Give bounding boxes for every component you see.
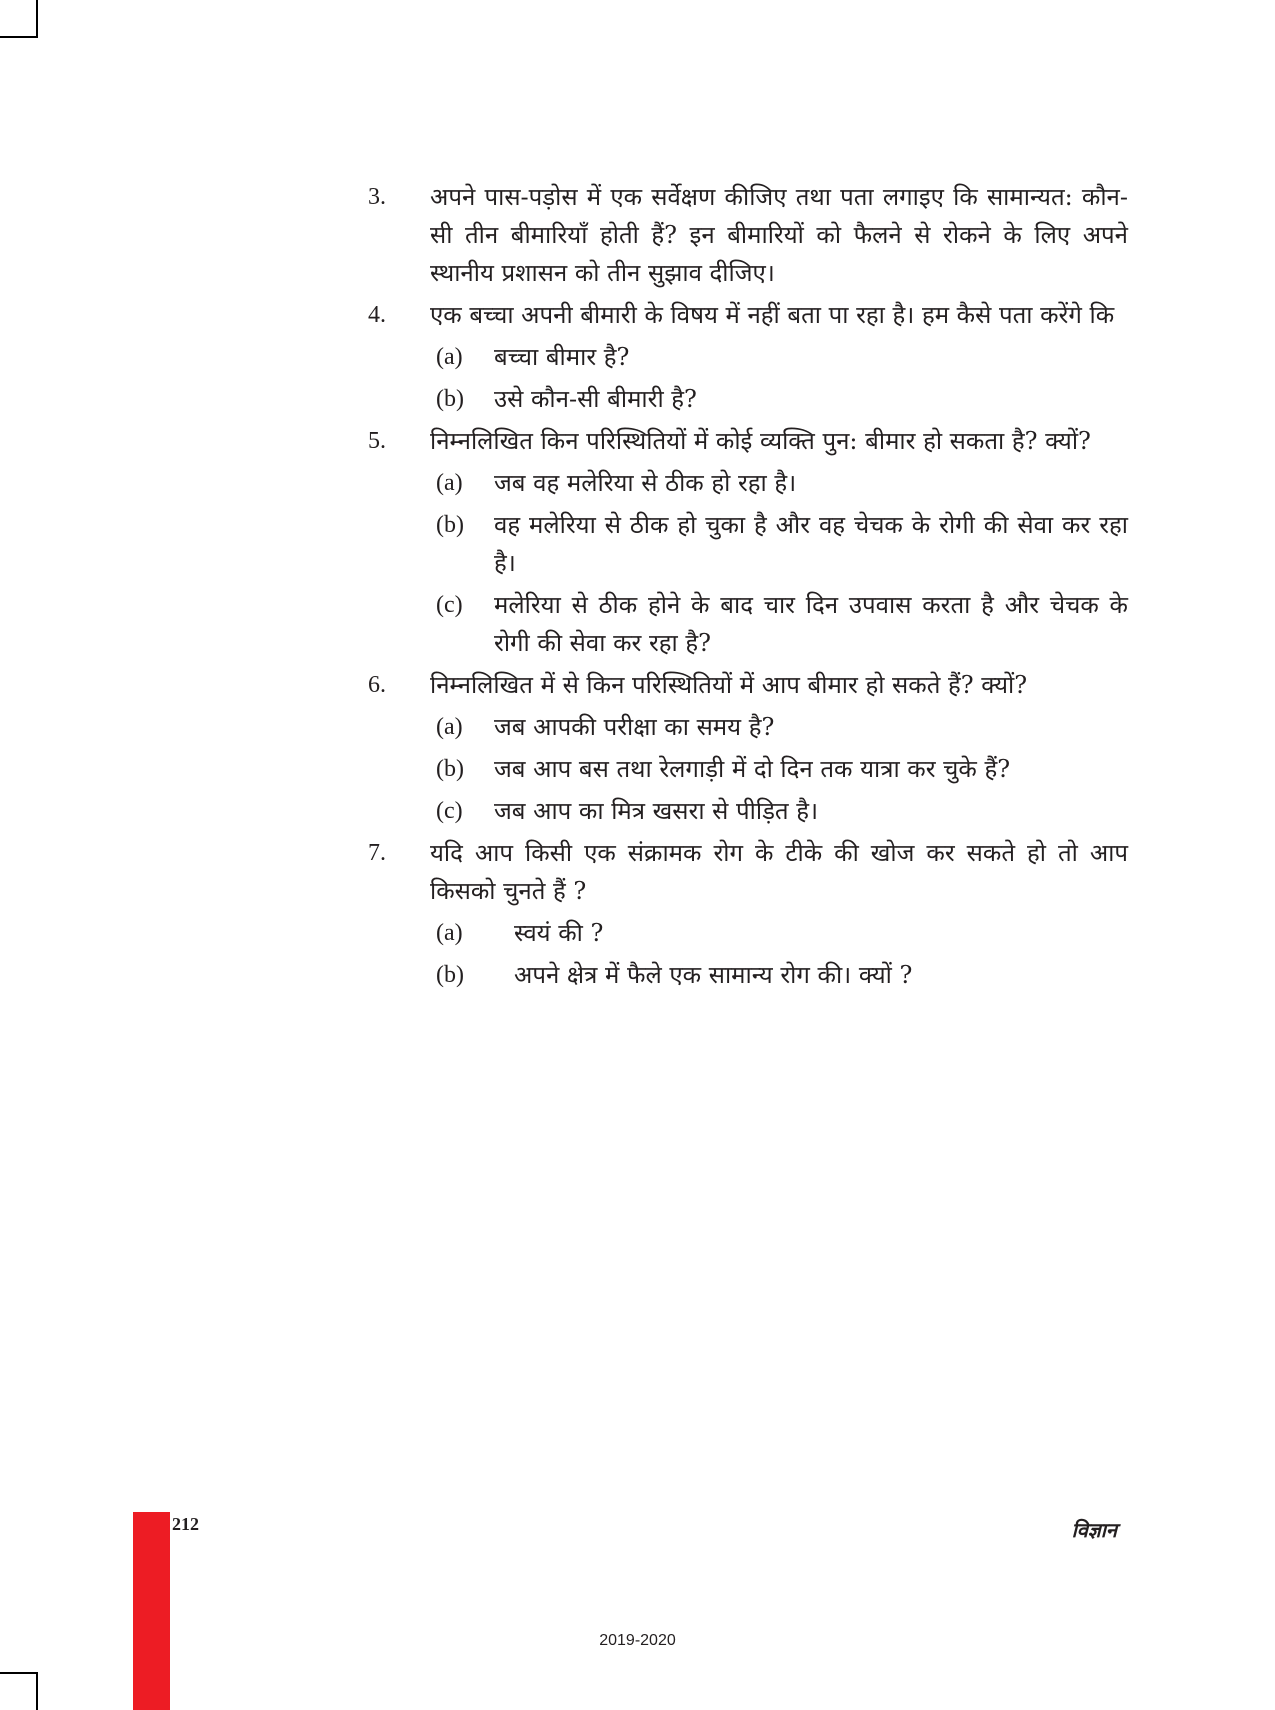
option-text: बच्चा बीमार है? (494, 343, 630, 371)
option-label: (a) (436, 920, 463, 946)
option-b (436, 956, 1128, 994)
option-label: (a) (436, 344, 463, 370)
question-5-options (368, 464, 1128, 662)
option-label: (b) (436, 386, 464, 412)
question-number: 7. (368, 840, 386, 866)
crop-mark-top-vertical (36, 0, 38, 38)
option-label: (c) (436, 798, 463, 824)
question-7-options (368, 914, 1128, 994)
question-6 (368, 666, 1128, 704)
option-label: (b) (436, 512, 464, 538)
option-label: (a) (436, 470, 463, 496)
question-number: 3. (368, 184, 386, 210)
question-number: 4. (368, 302, 386, 328)
option-text: उसे कौन-सी बीमारी है? (494, 385, 697, 413)
question-6-options (368, 708, 1128, 830)
crop-mark-top-horizontal (0, 36, 38, 38)
question-7 (368, 834, 1128, 910)
edition-year: 2019-2020 (599, 1632, 676, 1649)
option-a (436, 464, 1128, 502)
option-text: मलेरिया से ठीक होने के बाद चार दिन उपवास करता है और चेचक के रोगी की सेवा कर रहा है? (494, 591, 1128, 657)
option-label: (a) (436, 714, 463, 740)
page-edge-red-bar (133, 1512, 170, 1710)
crop-mark-bottom-vertical (36, 1672, 38, 1710)
page-number: 212 (172, 1514, 199, 1534)
option-c (436, 586, 1128, 662)
question-number: 5. (368, 428, 386, 454)
option-a (436, 338, 1128, 376)
option-text: जब आप बस तथा रेलगाड़ी में दो दिन तक यात्रा कर चुके हैं? (494, 755, 1011, 783)
option-text: अपने क्षेत्र में फैले एक सामान्य रोग की। क्यों ? (514, 961, 913, 989)
option-text: जब वह मलेरिया से ठीक हो रहा है। (494, 469, 797, 497)
option-a (436, 914, 1128, 952)
option-text: स्वयं की ? (514, 919, 604, 947)
question-text: यदि आप किसी एक संक्रामक रोग के टीके की खोज कर सकते हो तो आप किसको चुनते हैं ? (430, 839, 1128, 905)
option-text: जब आपकी परीक्षा का समय है? (494, 713, 775, 741)
option-label: (b) (436, 756, 464, 782)
option-c (436, 792, 1128, 830)
option-label: (c) (436, 592, 463, 618)
question-4 (368, 296, 1128, 334)
question-text: निम्नलिखित किन परिस्थितियों में कोई व्यक्ति पुन: बीमार हो सकता है? क्यों? (430, 427, 1091, 455)
option-b (436, 506, 1128, 582)
question-3 (368, 178, 1128, 292)
question-text: अपने पास-पड़ोस में एक सर्वेक्षण कीजिए तथा पता लगाइए कि सामान्यत: कौन-सी तीन बीमारियाँ होती हैं? इन बीमारियों को फैलने से रोकने के लिए अपने स्थानीय प्रशासन को तीन सुझाव दीजिए। (430, 183, 1128, 287)
option-label: (b) (436, 962, 464, 988)
crop-mark-bottom-horizontal (0, 1672, 38, 1674)
option-text: जब आप का मित्र खसरा से पीड़ित है। (494, 797, 819, 825)
running-footer-title: विज्ञान (1071, 1518, 1117, 1542)
option-text: वह मलेरिया से ठीक हो चुका है और वह चेचक के रोगी की सेवा कर रहा है। (494, 511, 1128, 577)
question-text: एक बच्चा अपनी बीमारी के विषय में नहीं बता पा रहा है। हम कैसे पता करेंगे कि (430, 301, 1115, 329)
option-b (436, 380, 1128, 418)
option-b (436, 750, 1128, 788)
question-4-options (368, 338, 1128, 418)
question-5 (368, 422, 1128, 460)
question-list (368, 178, 1128, 998)
question-text: निम्नलिखित में से किन परिस्थितियों में आप बीमार हो सकते हैं? क्यों? (430, 671, 1028, 699)
question-number: 6. (368, 672, 386, 698)
option-a (436, 708, 1128, 746)
